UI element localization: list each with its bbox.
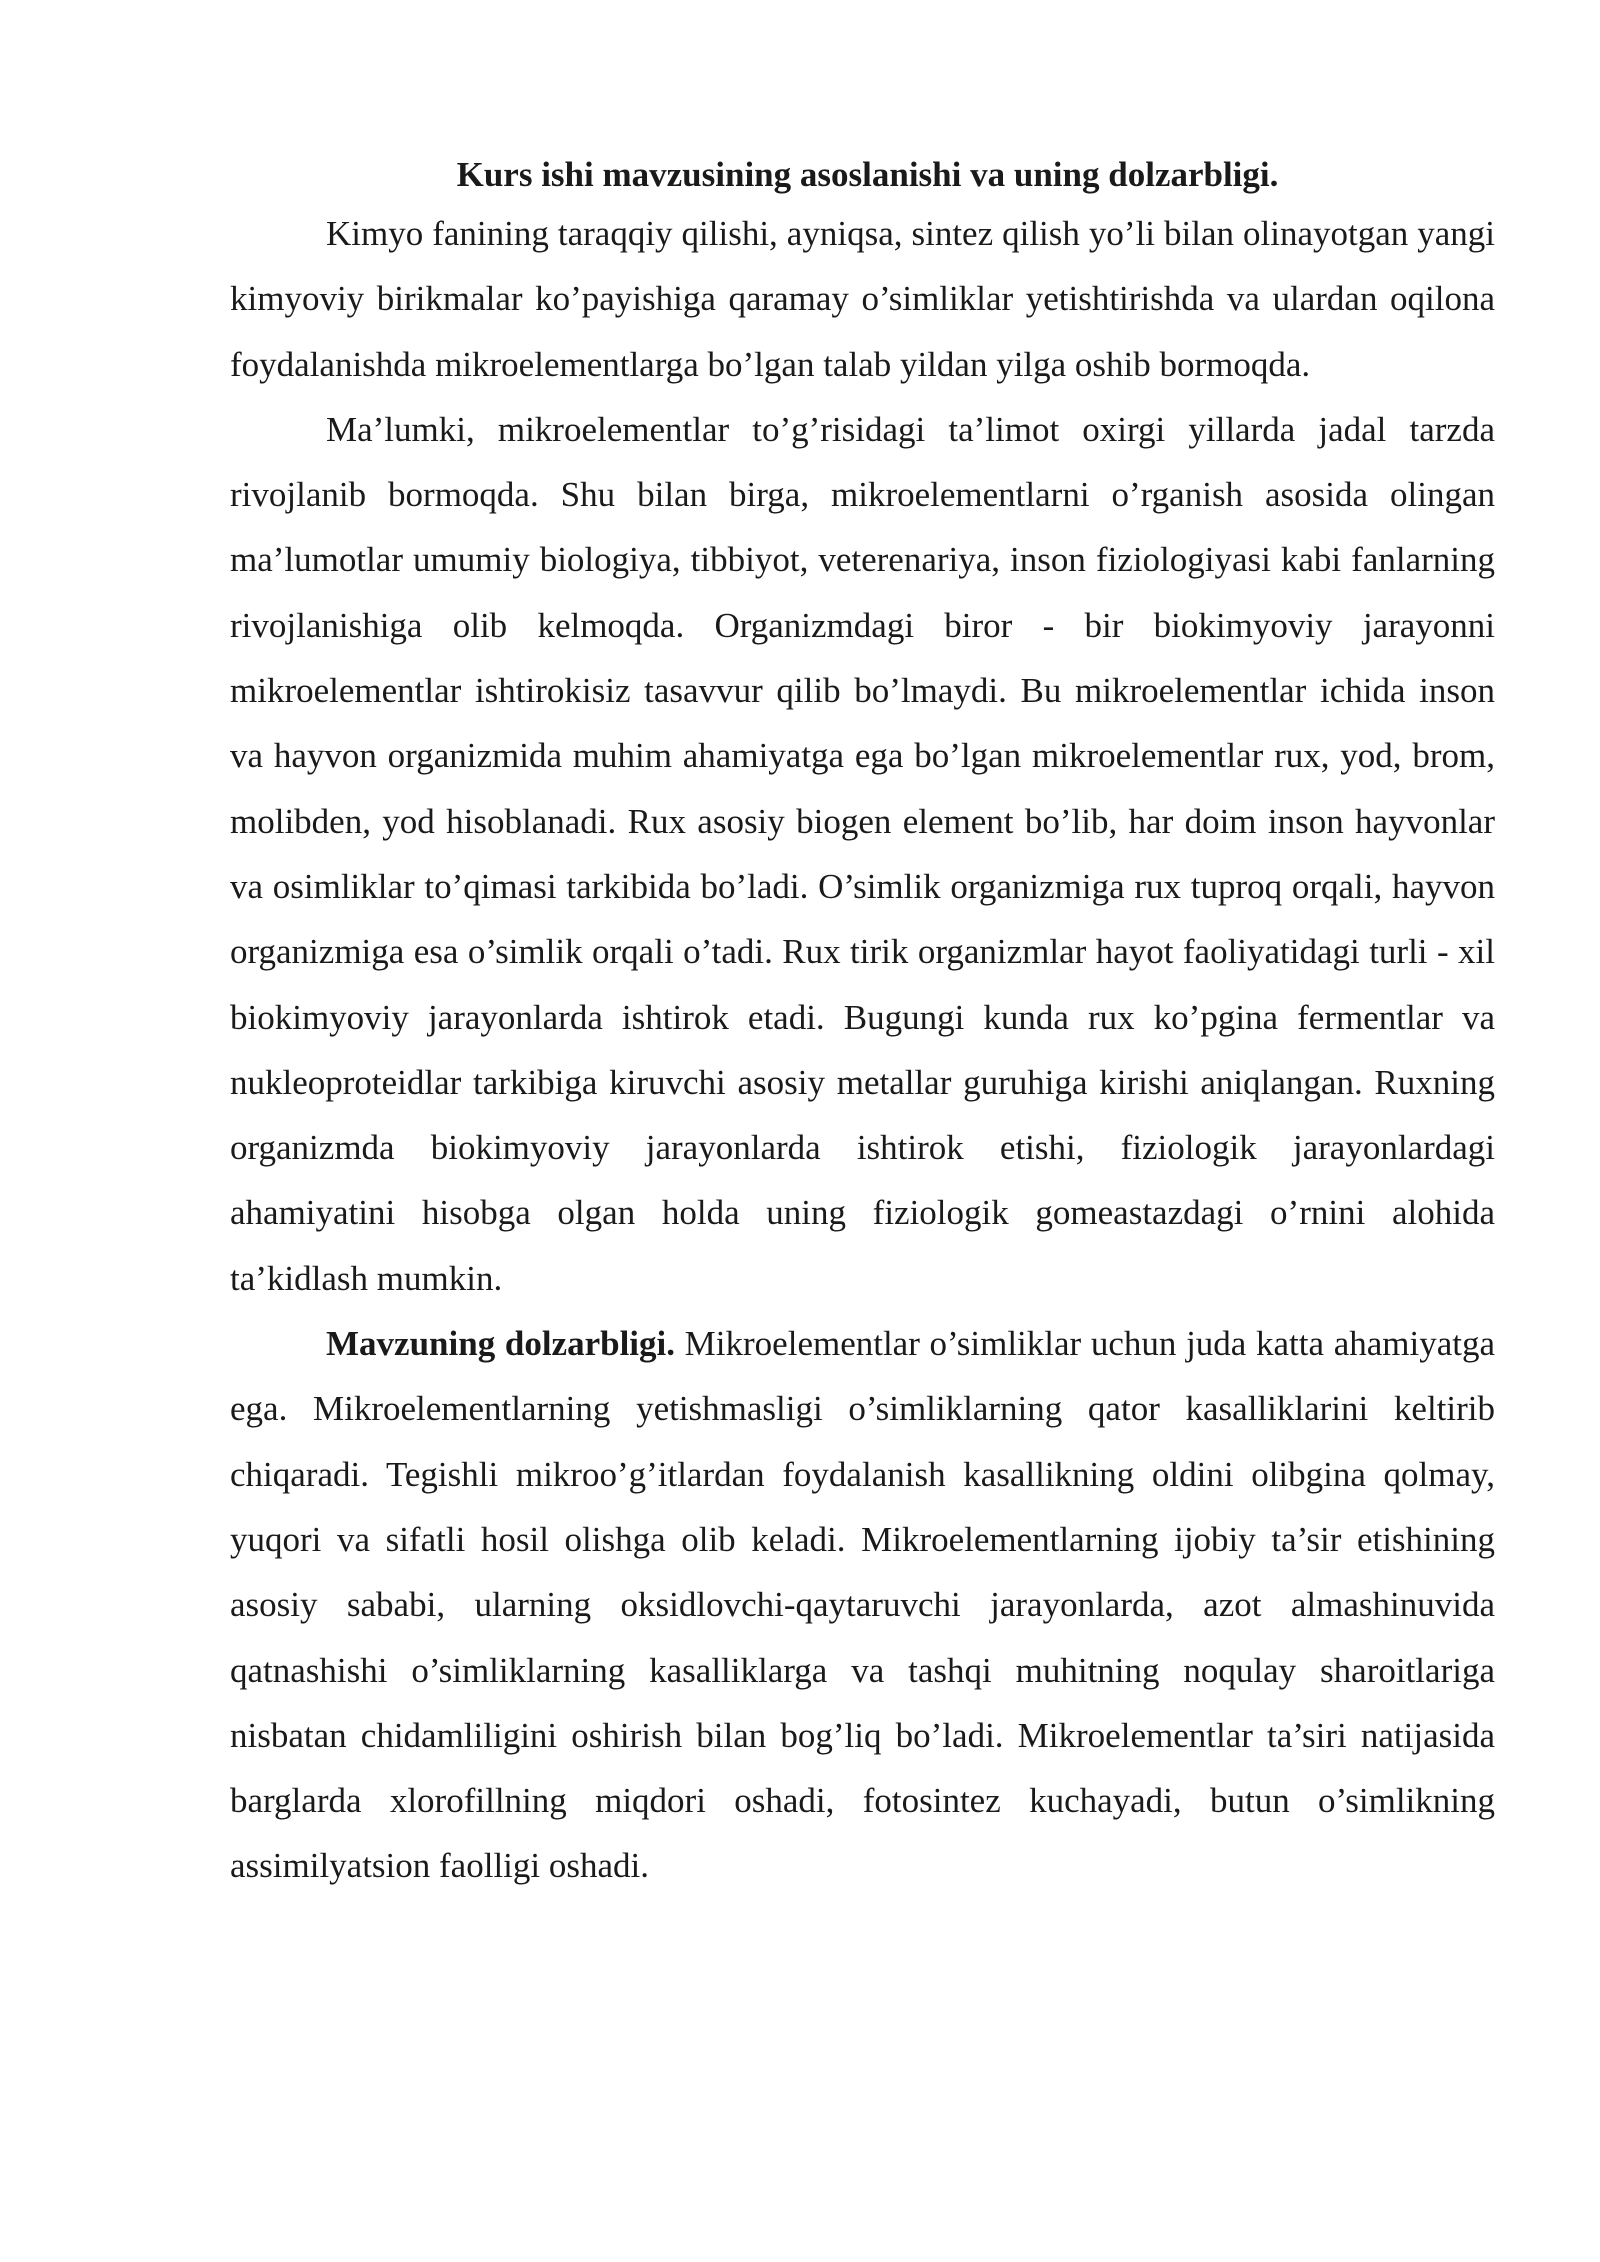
- paragraph-intro: Kimyo fanining taraqqiy qilishi, ayniqsa, sintez qilish yo’li bilan olinayotgan yangi kimyoviy birikmalar ko’payishiga qaramay o’simliklar yetishtirishda va ulardan oqilona foydalanishda mikroelementlarga bo’lgan talab yildan yilga oshib bormoqda.: [230, 214, 1495, 384]
- document-body: [230, 150, 1495, 1899]
- paragraph-relevance: [230, 1311, 1495, 1899]
- document-title: Kurs ishi mavzusining asoslanishi va uning dolzarbligi.: [456, 155, 1279, 194]
- paragraph-microelements: Ma’lumki, mikroelementlar to’g’risidagi ta’limot oxirgi yillarda jadal tarzda rivojlanib bormoqda. Shu bilan birga, mikroelementlarni o’rganish asosida olingan ma’lumotlar umumiy biologiya, tibbiyot, veterenariya, inson fiziologiyasi kabi fanlarning rivojlanishiga olib kelmoqda. Organizmdagi biror - bir biokimyoviy jarayonni mikroelementlar ishtirokisiz tasavvur qilib bo’lmaydi. Bu mikroelementlar ichida inson va hayvon organizmida muhim ahamiyatga ega bo’lgan mikroelementlar rux, yod, brom, molibden, yod hisoblanadi. Rux asosiy biogen element bo’lib, har doim inson hayvonlar va osimliklar to’qimasi tarkibida bo’ladi. O’simlik organizmiga rux tuproq orqali, hayvon organizmiga esa o’simlik orqali o’tadi. Rux tirik organizmlar hayot faoliyatidagi turli - xil biokimyoviy jarayonlarda ishtirok etadi. Bugungi kunda rux ko’pgina fermentlar va nukleoproteidlar tarkibiga kiruvchi asosiy metallar guruhiga kirishi aniqlangan. Ruxning organizmda biokimyoviy jarayonlarda ishtirok etishi, fiziologik jarayonlardagi ahamiyatini hisobga olgan holda uning fiziologik gomeastazdagi o’rnini alohida ta’kidlash mumkin.: [230, 409, 1495, 1298]
- relevance-heading: Mavzuning dolzarbligi.: [326, 1324, 676, 1364]
- relevance-text: Mikroelementlar o’simliklar uchun juda katta ahamiyatga ega. Mikroelementlarning yetishmasligi o’simliklarning qator kasalliklarini keltirib chiqaradi. Tegishli mikroo’g’itlardan foydalanish kasallikning oldini olibgina qolmay, yuqori va sifatli hosil olishga olib keladi. Mikroelementlarning ijobiy ta’sir etishining asosiy sababi, ularning oksidlovchi-qaytaruvchi jarayonlarda, azot almashinuvida qatnashishi o’simliklarning kasalliklarga va tashqi muhitning noqulay sharoitlariga nisbatan chidamliligini oshirish bilan bog’liq bo’ladi. Mikroelementlar ta’siri natijasida barglarda xlorofillning miqdori oshadi, fotosintez kuchayadi, butun o’simlikning assimilyatsion faolligi oshadi.: [230, 1324, 1496, 1886]
